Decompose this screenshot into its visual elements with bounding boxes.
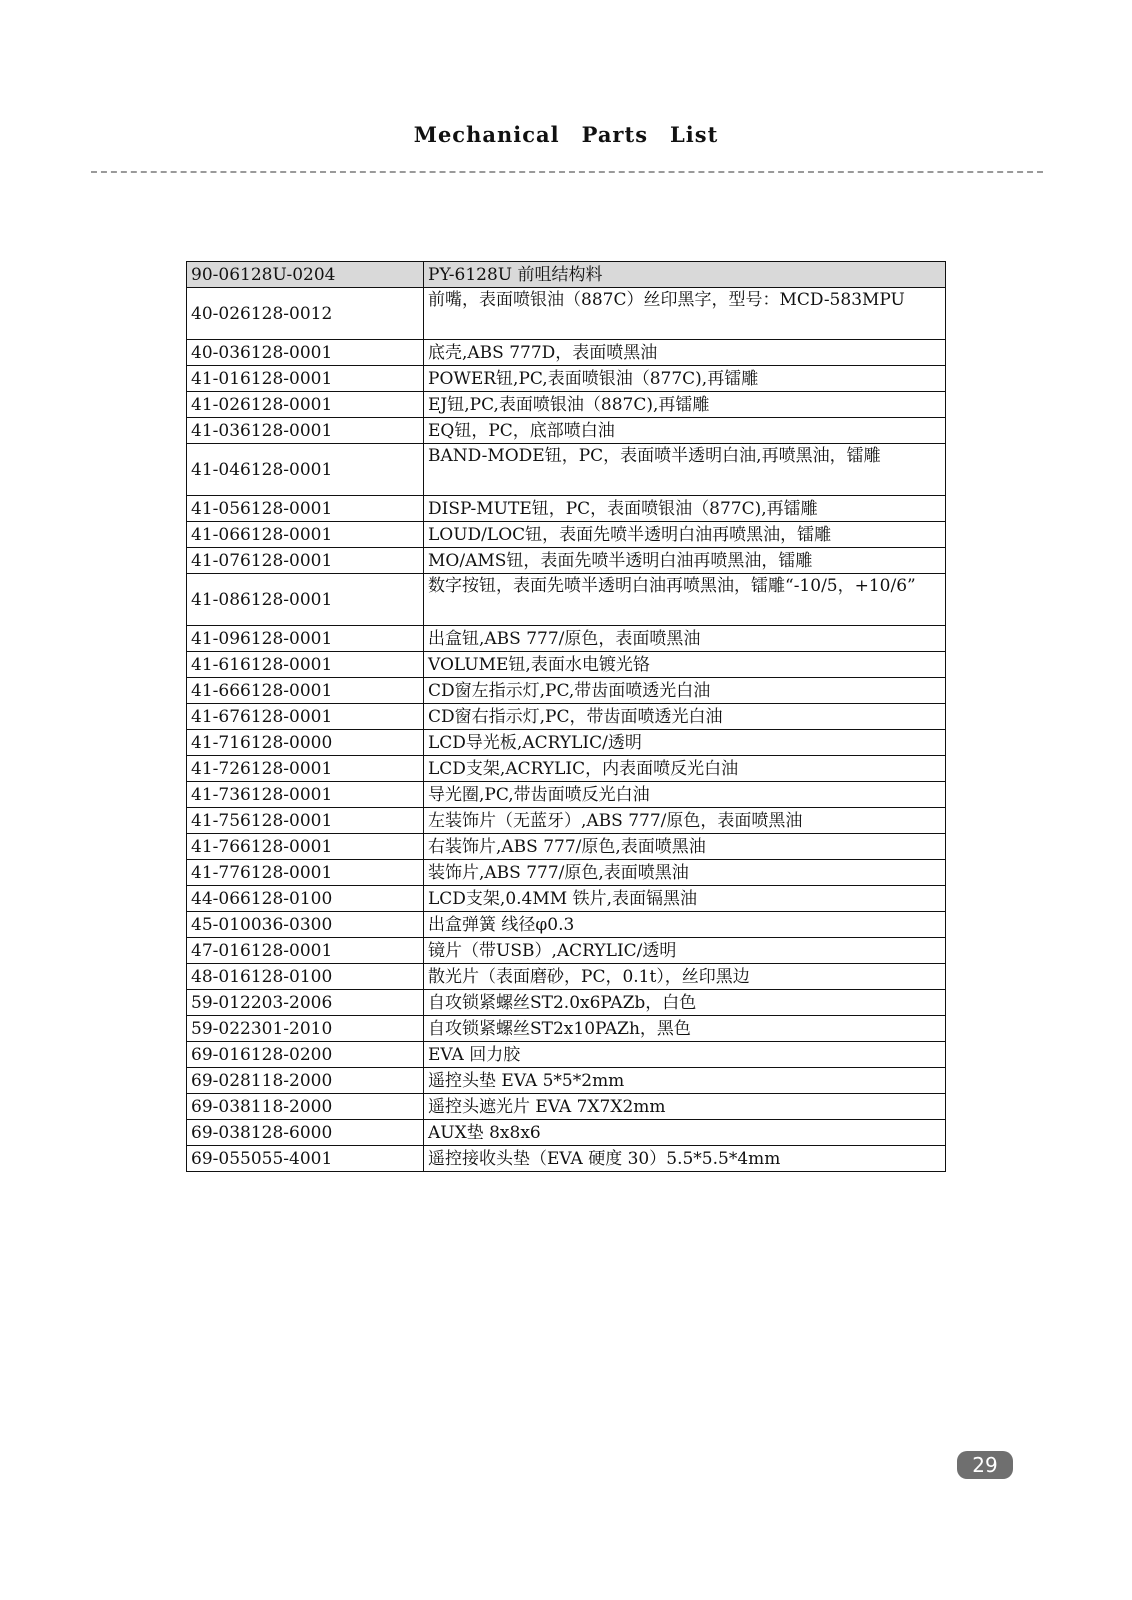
part-description-cell: 右装饰片,ABS 777/原色,表面喷黑油: [424, 834, 946, 860]
part-description-cell: DISP-MUTE钮，PC，表面喷银油（877C),再镭雕: [424, 496, 946, 522]
part-description-cell: EVA 回力胶: [424, 1042, 946, 1068]
part-code-cell: 41-716128-0000: [187, 730, 424, 756]
title-word: Mechanical: [413, 122, 560, 147]
part-description-cell: 自攻锁紧螺丝ST2.0x6PAZb，白色: [424, 990, 946, 1016]
part-description-cell: 镜片（带USB）,ACRYLIC/透明: [424, 938, 946, 964]
table-row: [187, 756, 946, 782]
part-description-cell: LOUD/LOC钮，表面先喷半透明白油再喷黑油，镭雕: [424, 522, 946, 548]
table-row: [187, 340, 946, 366]
part-code-cell: 41-756128-0001: [187, 808, 424, 834]
part-description-cell: 散光片（表面磨砂，PC，0.1t），丝印黑边: [424, 964, 946, 990]
part-description-cell: AUX垫 8x8x6: [424, 1120, 946, 1146]
table-row: [187, 1094, 946, 1120]
table-row: [187, 366, 946, 392]
part-code-cell: 47-016128-0001: [187, 938, 424, 964]
part-code-cell: 48-016128-0100: [187, 964, 424, 990]
table-row: [187, 808, 946, 834]
part-code-cell: 41-036128-0001: [187, 418, 424, 444]
part-description-cell: CD窗左指示灯,PC,带齿面喷透光白油: [424, 678, 946, 704]
part-description-cell: 装饰片,ABS 777/原色,表面喷黑油: [424, 860, 946, 886]
part-code-cell: 41-026128-0001: [187, 392, 424, 418]
table-row: [187, 652, 946, 678]
table-row: [187, 860, 946, 886]
table-row: [187, 392, 946, 418]
header-code-cell: 90-06128U-0204: [187, 262, 424, 288]
part-description-cell: EQ钮，PC，底部喷白油: [424, 418, 946, 444]
part-code-cell: 69-055055-4001: [187, 1146, 424, 1172]
part-description-cell: 出盒钮,ABS 777/原色，表面喷黑油: [424, 626, 946, 652]
table-row: [187, 938, 946, 964]
part-code-cell: 41-766128-0001: [187, 834, 424, 860]
page-number-badge: 29: [957, 1451, 1013, 1479]
part-description-cell: VOLUME钮,表面水电镀光铬: [424, 652, 946, 678]
part-description-cell: 底壳,ABS 777D，表面喷黑油: [424, 340, 946, 366]
part-code-cell: 41-666128-0001: [187, 678, 424, 704]
part-description-cell: 出盒弹簧 线径φ0.3: [424, 912, 946, 938]
part-code-cell: 59-022301-2010: [187, 1016, 424, 1042]
part-code-cell: 69-038118-2000: [187, 1094, 424, 1120]
part-code-cell: 40-036128-0001: [187, 340, 424, 366]
part-code-cell: 41-076128-0001: [187, 548, 424, 574]
title-word: Parts: [581, 122, 649, 147]
part-description-cell: EJ钮,PC,表面喷银油（887C),再镭雕: [424, 392, 946, 418]
part-code-cell: 41-056128-0001: [187, 496, 424, 522]
table-row: [187, 1016, 946, 1042]
table-row: [187, 626, 946, 652]
part-code-cell: 41-046128-0001: [187, 444, 424, 496]
table-row: [187, 444, 946, 496]
part-description-cell: 导光圈,PC,带齿面喷反光白油: [424, 782, 946, 808]
table-row: [187, 1042, 946, 1068]
part-code-cell: 69-028118-2000: [187, 1068, 424, 1094]
parts-table: [186, 261, 946, 1172]
part-code-cell: 41-086128-0001: [187, 574, 424, 626]
table-row: [187, 548, 946, 574]
part-code-cell: 69-016128-0200: [187, 1042, 424, 1068]
table-row: [187, 418, 946, 444]
table-row: [187, 704, 946, 730]
table-row: [187, 288, 946, 340]
part-description-cell: POWER钮,PC,表面喷银油（877C),再镭雕: [424, 366, 946, 392]
part-code-cell: 41-016128-0001: [187, 366, 424, 392]
table-row: [187, 912, 946, 938]
table-row: [187, 1068, 946, 1094]
part-code-cell: 69-038128-6000: [187, 1120, 424, 1146]
dashed-divider: [91, 171, 1043, 173]
part-code-cell: 41-066128-0001: [187, 522, 424, 548]
part-code-cell: 41-776128-0001: [187, 860, 424, 886]
part-code-cell: 45-010036-0300: [187, 912, 424, 938]
table-row: [187, 1146, 946, 1172]
part-code-cell: 40-026128-0012: [187, 288, 424, 340]
table-row: [187, 1120, 946, 1146]
header-desc-cell: PY-6128U 前咀结构料: [424, 262, 946, 288]
part-code-cell: 41-736128-0001: [187, 782, 424, 808]
part-code-cell: 41-616128-0001: [187, 652, 424, 678]
part-description-cell: MO/AMS钮，表面先喷半透明白油再喷黑油，镭雕: [424, 548, 946, 574]
table-row: [187, 964, 946, 990]
part-description-cell: 左装饰片（无蓝牙）,ABS 777/原色，表面喷黑油: [424, 808, 946, 834]
table-row: [187, 990, 946, 1016]
part-description-cell: 遥控头遮光片 EVA 7X7X2mm: [424, 1094, 946, 1120]
part-description-cell: CD窗右指示灯,PC，带齿面喷透光白油: [424, 704, 946, 730]
table-row: [187, 522, 946, 548]
part-description-cell: LCD支架,ACRYLIC，内表面喷反光白油: [424, 756, 946, 782]
table-row: [187, 834, 946, 860]
part-description-cell: BAND-MODE钮，PC，表面喷半透明白油,再喷黑油，镭雕: [424, 444, 946, 496]
part-description-cell: 自攻锁紧螺丝ST2x10PAZh，黑色: [424, 1016, 946, 1042]
part-code-cell: 41-096128-0001: [187, 626, 424, 652]
title-word: List: [670, 122, 719, 147]
table-row: [187, 886, 946, 912]
part-code-cell: 44-066128-0100: [187, 886, 424, 912]
part-description-cell: 遥控头垫 EVA 5*5*2mm: [424, 1068, 946, 1094]
part-code-cell: 41-676128-0001: [187, 704, 424, 730]
part-description-cell: LCD支架,0.4MM 铁片,表面镉黑油: [424, 886, 946, 912]
page-title: [0, 122, 1132, 147]
table-row: [187, 496, 946, 522]
table-header-row: [187, 262, 946, 288]
table-row: [187, 782, 946, 808]
part-description-cell: 前嘴，表面喷银油（887C）丝印黑字，型号：MCD-583MPU: [424, 288, 946, 340]
table-row: [187, 574, 946, 626]
table-row: [187, 730, 946, 756]
part-code-cell: 59-012203-2006: [187, 990, 424, 1016]
part-description-cell: 数字按钮，表面先喷半透明白油再喷黑油，镭雕“-10/5，+10/6”: [424, 574, 946, 626]
part-description-cell: LCD导光板,ACRYLIC/透明: [424, 730, 946, 756]
part-description-cell: 遥控接收头垫（EVA 硬度 30）5.5*5.5*4mm: [424, 1146, 946, 1172]
part-code-cell: 41-726128-0001: [187, 756, 424, 782]
table-row: [187, 678, 946, 704]
